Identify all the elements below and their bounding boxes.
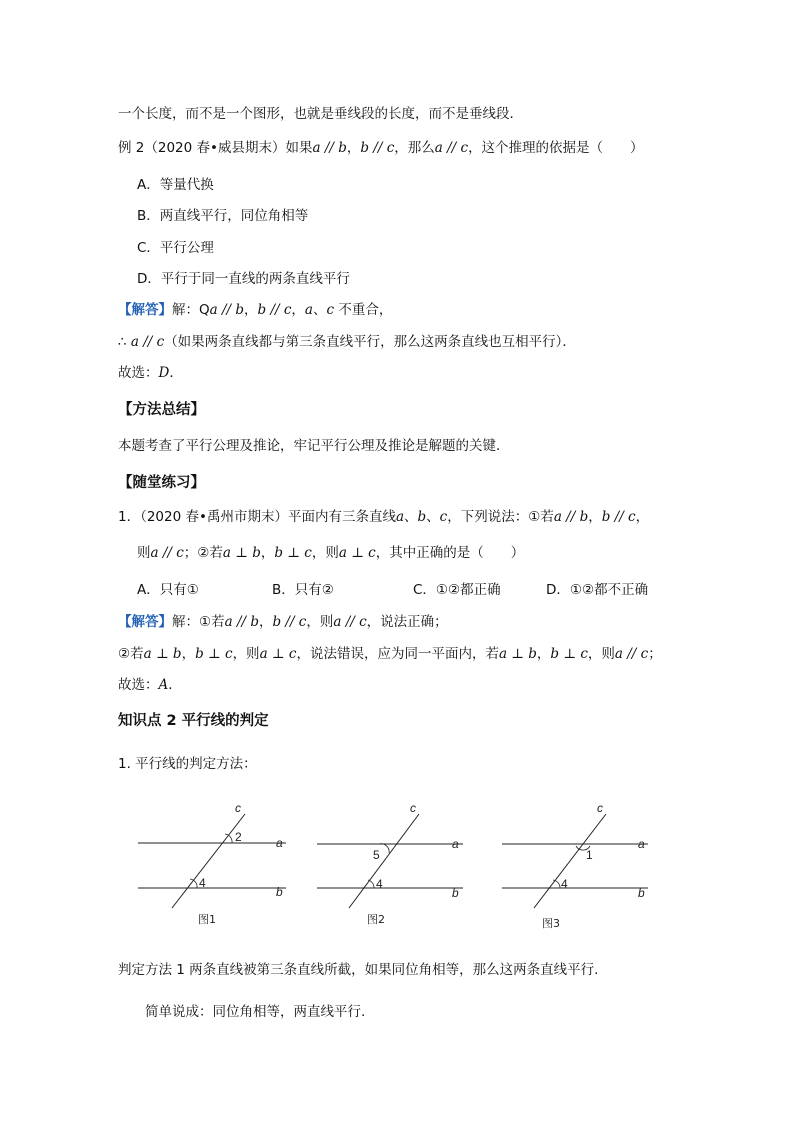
figure-2-caption: 图2: [367, 913, 385, 926]
figure-2-label-c: c: [410, 801, 416, 815]
figure-2: [317, 800, 477, 930]
figure-3-angle-top: 1: [586, 848, 593, 862]
figure-1-label-a: a: [276, 836, 283, 850]
answer-line-2: ∴ a // c（如果两条直线都与第三条直线平行，那么这两条直线也互相平行）．: [118, 334, 576, 350]
figure-3: [502, 800, 662, 930]
figure-3-label-a: a: [638, 837, 645, 851]
figure-1-angle-top: 2: [235, 830, 242, 844]
option-c: C．平行公理: [137, 240, 214, 256]
practice-option-c: C．①②都正确: [413, 582, 501, 598]
method-summary-text: 本题考查了平行公理及推论，牢记平行公理及推论是解题的关键．: [118, 438, 510, 454]
practice-question-line-1: 1．（2020 春•禹州市期末）平面内有三条直线a、b、c，下列说法：①若a // b，b // c，: [118, 509, 650, 525]
practice-answer-line-2: ②若a ⊥ b，b ⊥ c，则a ⊥ c，说法错误，应为同一平面内，若a ⊥ b，b ⊥ c，则a // c；: [118, 646, 662, 662]
figure-2-line-c: [349, 814, 419, 908]
intro-line: 一个长度，而不是一个图形，也就是垂线段的长度，而不是垂线段．: [118, 106, 523, 122]
knowledge-point-2-heading: 知识点 2 平行线的判定: [118, 713, 269, 729]
figure-3-label-b: b: [638, 886, 645, 900]
example2-question: 例 2（2020 春•威县期末）如果a // b，b // c，那么a // c，这个推理的依据是（ ）: [118, 140, 644, 156]
figure-2-angle-top-arc: [379, 844, 389, 853]
figure-1-label-c: c: [235, 801, 241, 815]
figure-3-label-c: c: [597, 801, 603, 815]
practice-option-d: D．①②都不正确: [546, 582, 649, 598]
practice-answer-line-3: 故选：A．: [118, 677, 182, 693]
figure-1-caption: 图1: [198, 913, 216, 926]
judgement-method-1: 判定方法 1 两条直线被第三条直线所截，如果同位角相等，那么这两条直线平行.: [118, 962, 599, 978]
method-summary-heading: 【方法总结】: [118, 402, 205, 418]
figure-2-angle-top: 5: [373, 848, 380, 862]
figure-1-label-b: b: [276, 885, 283, 899]
practice-question-line-2: 则a // c；②若a ⊥ b，b ⊥ c，则a ⊥ c，其中正确的是（ ）: [137, 545, 525, 561]
answer-line-3: 故选：D．: [118, 365, 183, 381]
figure-1-line-c: [172, 814, 245, 908]
figure-2-angle-bottom: 4: [376, 877, 383, 891]
judgement-method-1-simple: 简单说成：同位角相等，两直线平行.: [145, 1004, 366, 1020]
option-d: D．平行于同一直线的两条直线平行: [137, 271, 350, 287]
practice-heading: 【随堂练习】: [118, 475, 205, 491]
practice-option-a: A．只有①: [137, 582, 199, 598]
practice-option-b: B．只有②: [272, 582, 334, 598]
answer-line-1: 【解答】解：Qa // b，b // c，a、c 不重合，: [118, 302, 393, 318]
figure-1: [138, 800, 298, 930]
option-a: A．等量代换: [137, 177, 214, 193]
figure-3-caption: 图3: [542, 917, 560, 930]
option-b: B．两直线平行，同位角相等: [137, 208, 309, 224]
figure-3-angle-bottom: 4: [561, 877, 568, 891]
figure-2-label-a: a: [452, 837, 459, 851]
practice-answer-line-1: 【解答】解：①若a // b，b // c，则a // c，说法正确；: [118, 614, 448, 630]
figure-2-label-b: b: [452, 886, 459, 900]
figure-1-angle-bottom: 4: [199, 876, 206, 890]
judgement-methods-intro: 1. 平行线的判定方法：: [118, 756, 257, 772]
figure-3-line-c: [534, 814, 606, 908]
